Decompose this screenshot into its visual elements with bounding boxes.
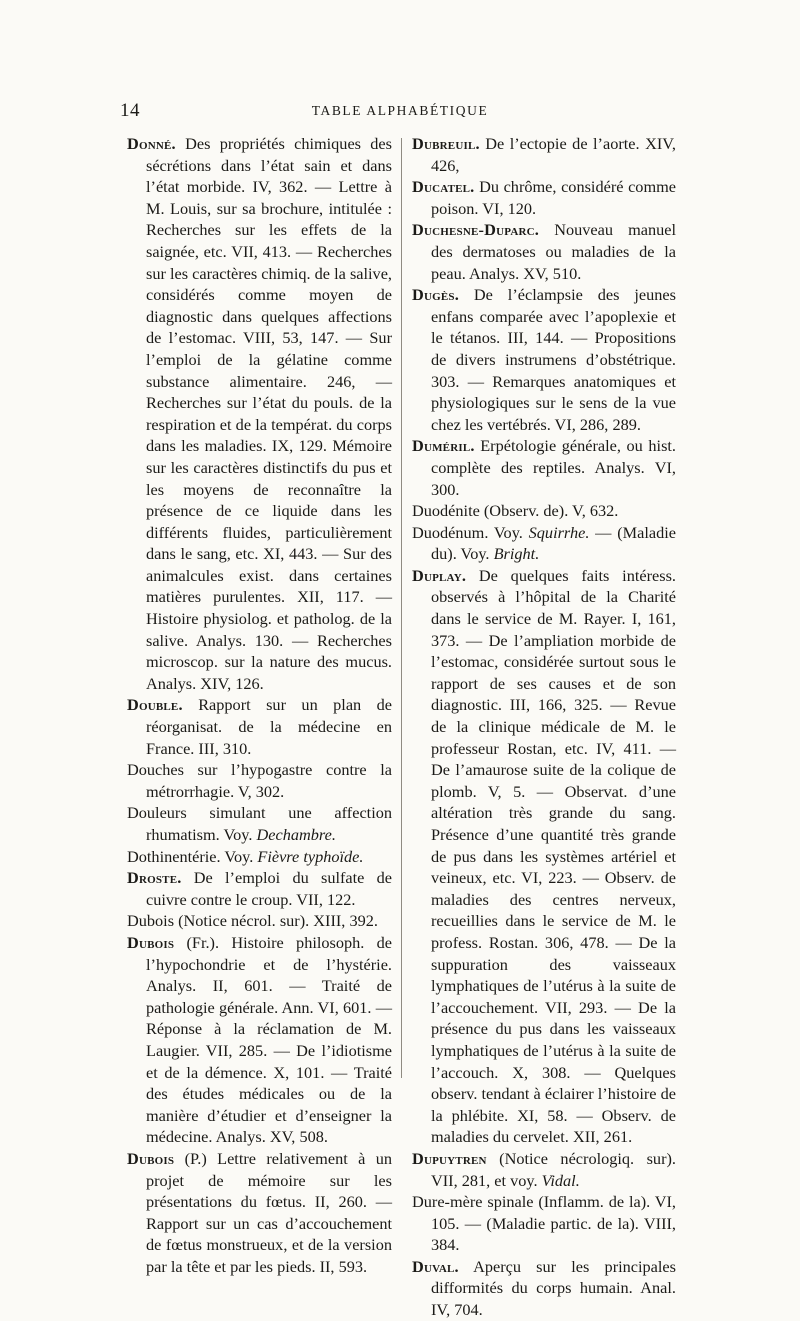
- index-entry: [412, 133, 676, 176]
- index-entry: [412, 565, 676, 1148]
- index-entry: [412, 1256, 676, 1321]
- entry-heading: Duchesne-Duparc.: [412, 220, 540, 240]
- entry-text: Douches sur l’hypogastre contre la métrorrhagie. V, 302.: [127, 760, 392, 801]
- entry-text: Aperçu sur les principales difformités du corps humain. Anal. IV, 704.: [431, 1256, 676, 1320]
- running-title: TABLE ALPHABÉTIQUE: [311, 103, 489, 118]
- index-entry: [127, 133, 392, 694]
- entry-heading: Donné.: [127, 134, 176, 153]
- entry-text: Nouveau manuel des dermatoses ou maladies de la peau. Analys. XV, 510.: [431, 220, 676, 283]
- right-column: [412, 133, 676, 1321]
- entry-heading: Duplay.: [412, 565, 467, 585]
- cross-reference: Bright.: [493, 544, 540, 564]
- index-entry: [127, 846, 392, 868]
- entry-heading: Dubreuil.: [412, 134, 480, 153]
- entry-text: Dure-mère spinale (Inflamm. de la). VI, 105. — (Maladie partic. de la). VIII, 384.: [412, 1192, 676, 1255]
- index-entry: [412, 522, 676, 565]
- entry-heading: Duval.: [412, 1256, 459, 1276]
- entry-heading: Droste.: [127, 868, 182, 888]
- entry-heading: Dubois: [127, 1148, 175, 1168]
- index-entry: [412, 1148, 676, 1191]
- entry-text: Du chrôme, considéré comme poison. VI, 120.: [431, 177, 676, 218]
- entry-text: De quelques faits intéress. observés à l’hôpital de la Charité dans le service de M. Rayer. I, 161, 373. — De l’ampliation morbide de l’estomac, considérée surtout sous le rapport de ses causes et de son diagnostic. III, 166, 325. — Revue de la clinique médicale de M. le professeur Rostan, etc. IV, 411. — De l’amaurose suite de la colique de plomb. V, 5. — Observat. d’une altération très grande du sang. Présence d’une quantité très grande de pus dans les systèmes artériel et veineux, etc. VI, 223. — Observ. de maladies des centres nerveux, recueillies dans le service de M. le profess. Rostan. 306, 478. — De la suppuration des vaisseaux lymphatiques de l’utérus à la suite de l’accouchement. VII, 293. — De la présence du pus dans les vaisseaux lymphatiques de l’utérus à la suite de l’accouch. X, 308. — Quelques observ. tendant à éclairer l’histoire de la phlébite. XI, 58. — Observ. de maladies du cervelet. XII, 261.: [431, 565, 676, 1147]
- entry-text: Rapport sur un plan de réorganisat. de la médecine en France. III, 310.: [146, 695, 392, 758]
- index-entry: [412, 176, 676, 219]
- entry-text: Douleurs simulant une affection rhumatism. Voy.: [127, 803, 392, 844]
- entry-text: (P.) Lettre relativement à un projet de mémoire sur les présentations du fœtus. II, 260. — Rapport sur un cas d’accouchement de fœtus monstrueux, et de la version par la tête et par les pieds. II, 593.: [146, 1148, 392, 1276]
- entry-text: (Notice nécrologiq. sur). VII, 281, et voy.: [431, 1148, 676, 1190]
- entry-text: Erpétologie générale, ou hist. complète des reptiles. Analys. VI, 300.: [431, 436, 676, 499]
- index-entry: [127, 1148, 392, 1278]
- index-entry: [127, 694, 392, 759]
- index-entry: [127, 910, 392, 932]
- cross-reference: Vidal.: [541, 1170, 580, 1190]
- column-divider: [401, 138, 402, 1078]
- index-entry: [412, 500, 676, 522]
- entry-text: Duodénite (Observ. de). V, 632.: [412, 501, 619, 521]
- index-entry: [127, 932, 392, 1148]
- entry-text: Dubois (Notice nécrol. sur). XIII, 392.: [127, 911, 378, 931]
- entry-heading: Duméril.: [412, 436, 475, 456]
- index-entry: [412, 284, 676, 435]
- entry-text: De l’ectopie de l’aorte. XIV, 426,: [431, 134, 676, 175]
- entry-heading: Ducatel.: [412, 177, 475, 197]
- left-column: [127, 133, 392, 1277]
- entry-heading: Dubois: [127, 932, 175, 952]
- index-entry: [412, 1191, 676, 1256]
- page-number: 14: [120, 100, 140, 121]
- cross-reference: Fièvre typhoïde.: [257, 846, 364, 866]
- index-entry: [412, 435, 676, 500]
- index-entry: [127, 759, 392, 802]
- entry-text: Dothinentérie. Voy.: [127, 846, 258, 866]
- entry-text: De l’emploi du sulfate de cuivre contre le croup. VII, 122.: [146, 868, 392, 909]
- entry-text: (Fr.). Histoire philosoph. de l’hypochondrie et de l’hystérie. Analys. II, 601. — Traité de pathologie générale. Ann. VI, 601. — Réponse à la réclamation de M. Laugier. VII, 285. — De l’idiotisme et de la démence. X, 101. — Traité des études médicales ou de la manière d’étudier et d’enseigner la médecine. Analys. XV, 508.: [146, 932, 392, 1147]
- entry-heading: Dugès.: [412, 285, 459, 305]
- index-entry: [412, 219, 676, 284]
- index-entry: [127, 867, 392, 910]
- cross-reference: Squirrhe.: [528, 522, 590, 542]
- entry-text: De l’éclampsie des jeunes enfans comparée avec l’apoplexie et le tétanos. III, 144. — Propositions de divers instrumens d’obstétrique. 303. — Remarques anatomiques et physiologiques sur le sens de la vue chez les vertébrés. VI, 286, 289.: [431, 285, 676, 434]
- cross-reference: Dechambre.: [256, 825, 336, 844]
- index-entry: [127, 802, 392, 845]
- page-header: [120, 100, 680, 128]
- entry-text: Des propriétés chimiques des sécrétions dans l’état sain et dans l’état morbide. IV, 362. — Lettre à M. Louis, sur sa brochure, intitulée : Recherches sur les effets de la saignée, etc. VII, 413. — Recherches sur les caractères chimiq. de la salive, considérés comme moyen de diagnostic dans quelques affections de l’estomac. VIII, 53, 147. — Sur l’emploi de la gélatine comme substance alimentaire. 246, — Recherches sur l’état du pouls. de la respiration et de la températ. du corps dans les maladies. IX, 129. Mémoire sur les caractères distinctifs du pus et les moyens de reconnaître la présence de ce liquide dans les différents fluides, particulièrement dans le sang, etc. XI, 443. — Sur des animalcules exist. dans certaines matières purulentes. XII, 117. — Histoire physiolog. et patholog. de la salive. Analys. 130. — Recherches microscop. sur la nature des mucus. Analys. XIV, 126.: [146, 134, 392, 693]
- entry-text: Duodénum. Voy.: [412, 522, 529, 542]
- entry-text: — (Maladie du). Voy.: [431, 522, 676, 564]
- entry-heading: Double.: [127, 695, 183, 715]
- entry-heading: Dupuytren: [412, 1148, 487, 1168]
